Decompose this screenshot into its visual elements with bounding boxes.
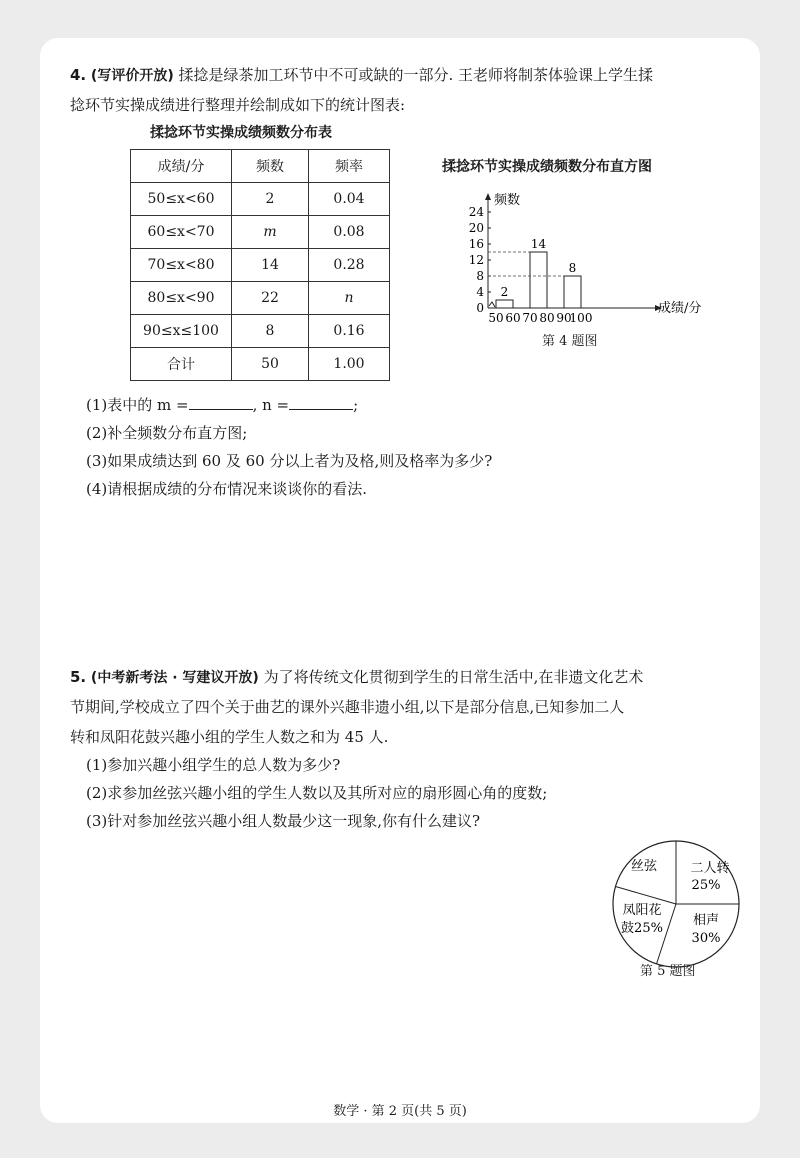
table-cell: 90≤x≤100 bbox=[131, 315, 232, 348]
page-footer: 数学 · 第 2 页(共 5 页) bbox=[333, 1104, 467, 1119]
y-tick-label: 24 bbox=[468, 205, 484, 219]
answer-blank-n[interactable] bbox=[289, 395, 353, 410]
histogram-bar bbox=[530, 252, 547, 308]
y-tick-label: 16 bbox=[468, 237, 484, 251]
worksheet-page bbox=[40, 38, 760, 1123]
q5-line2: 节期间,学校成立了四个关于曲艺的课外兴趣非遗小组,以下是部分信息,已知参加二人 bbox=[70, 698, 625, 716]
x-tick-label: 70 bbox=[522, 311, 538, 325]
answer-blank-m[interactable] bbox=[189, 395, 253, 410]
q4-sub3: (3)如果成绩达到 60 及 60 分以上者为及格,则及格率为多少? bbox=[86, 452, 493, 470]
q5-tag: (中考新考法 · 写建议开放) bbox=[90, 670, 259, 686]
q4-line2: 捻环节实操成绩进行整理并绘制成如下的统计图表: bbox=[70, 96, 406, 114]
table-cell: 0.16 bbox=[309, 315, 390, 348]
q4-tag: (写评价开放) bbox=[90, 68, 174, 84]
x-tick-label: 50 bbox=[488, 311, 504, 325]
q5-line1 bbox=[70, 666, 643, 689]
table-cell: 70≤x<80 bbox=[131, 249, 232, 282]
pie-pct-xiangsheng: 30% bbox=[691, 931, 721, 946]
y-axis-arrow bbox=[485, 193, 491, 200]
q4-sub1-b: , n = bbox=[252, 396, 290, 414]
table-cell: 8 bbox=[232, 315, 309, 348]
table-header: 成绩/分 bbox=[131, 150, 232, 183]
q4-sub1-a: (1)表中的 m = bbox=[86, 396, 189, 414]
q4-sub2: (2)补全频数分布直方图; bbox=[86, 424, 248, 442]
pie-pct-errenzhuan: 25% bbox=[691, 878, 721, 893]
table-cell: 14 bbox=[232, 249, 309, 282]
histogram-chart bbox=[450, 178, 710, 328]
histogram-bar bbox=[496, 300, 513, 308]
table-header: 频数 bbox=[232, 150, 309, 183]
x-axis-label: 成绩/分 bbox=[658, 301, 702, 316]
q5-sub2: (2)求参加丝弦兴趣小组的学生人数以及其所对应的扇形圆心角的度数; bbox=[86, 784, 548, 802]
y-tick-label: 8 bbox=[476, 269, 484, 283]
q4-sub4: (4)请根据成绩的分布情况来谈谈你的看法. bbox=[86, 480, 368, 498]
table-row bbox=[131, 348, 390, 381]
x-tick-label: 60 bbox=[505, 311, 521, 325]
table-row bbox=[131, 216, 390, 249]
q4-table-title: 揉捻环节实操成绩频数分布表 bbox=[150, 125, 332, 141]
q5-line3: 转和凤阳花鼓兴趣小组的学生人数之和为 45 人. bbox=[70, 728, 389, 746]
table-cell: 0.08 bbox=[309, 216, 390, 249]
pie-label-xiangsheng: 相声 bbox=[692, 913, 720, 928]
table-cell: 60≤x<70 bbox=[131, 216, 232, 249]
table-cell: 0.04 bbox=[309, 183, 390, 216]
q4-line1 bbox=[70, 64, 653, 87]
y-tick-label: 12 bbox=[468, 253, 484, 267]
q4-sub1-c: ; bbox=[353, 396, 359, 414]
table-cell: m bbox=[232, 216, 309, 249]
axis-break-mark bbox=[489, 302, 495, 307]
y-tick-label: 20 bbox=[468, 221, 484, 235]
y-tick-label: 4 bbox=[476, 285, 484, 299]
pie-label-sixian: 丝弦 bbox=[630, 859, 658, 874]
table-cell: 2 bbox=[232, 183, 309, 216]
pie-label-fengyang-2: 鼓25% bbox=[621, 921, 663, 936]
y-axis-label: 频数 bbox=[494, 193, 521, 208]
pie-chart bbox=[606, 834, 746, 974]
table-cell: 0.28 bbox=[309, 249, 390, 282]
table-row bbox=[131, 282, 390, 315]
table-cell: 22 bbox=[232, 282, 309, 315]
table-cell: 50≤x<60 bbox=[131, 183, 232, 216]
table-cell: 50 bbox=[232, 348, 309, 381]
table-row bbox=[131, 315, 390, 348]
table-row bbox=[131, 249, 390, 282]
histogram-bar bbox=[564, 276, 581, 308]
q4-number: 4. bbox=[70, 66, 87, 84]
x-tick-label: 100 bbox=[569, 311, 593, 325]
table-header-row bbox=[131, 150, 390, 183]
table-cell: n bbox=[309, 282, 390, 315]
q5-sub1: (1)参加兴趣小组学生的总人数为多少? bbox=[86, 756, 341, 774]
table-cell: 合计 bbox=[131, 348, 232, 381]
table-cell: 80≤x<90 bbox=[131, 282, 232, 315]
q4-figure-caption: 第 4 题图 bbox=[542, 334, 598, 349]
q5-figure-caption: 第 5 题图 bbox=[640, 964, 696, 979]
q4-text-1: 揉捻是绿茶加工环节中不可或缺的一部分. 王老师将制茶体验课上学生揉 bbox=[178, 66, 654, 84]
frequency-table bbox=[130, 149, 390, 381]
pie-label-errenzhuan: 二人转 bbox=[690, 861, 730, 876]
histogram-title: 揉捻环节实操成绩频数分布直方图 bbox=[442, 159, 652, 175]
x-tick-label: 90 bbox=[556, 311, 572, 325]
table-cell: 1.00 bbox=[309, 348, 390, 381]
table-row bbox=[131, 183, 390, 216]
bar-data-label: 14 bbox=[530, 237, 547, 251]
q5-sub3: (3)针对参加丝弦兴趣小组人数最少这一现象,你有什么建议? bbox=[86, 812, 481, 830]
bar-data-label: 8 bbox=[568, 261, 577, 275]
pie-label-fengyang-1: 凤阳花 bbox=[622, 903, 662, 918]
y-tick-label: 0 bbox=[476, 301, 484, 315]
table-header: 频率 bbox=[309, 150, 390, 183]
bar-data-label: 2 bbox=[500, 285, 509, 299]
q5-number: 5. bbox=[70, 668, 87, 686]
q4-sub1 bbox=[86, 394, 358, 416]
x-tick-label: 80 bbox=[539, 311, 555, 325]
q5-text-1: 为了将传统文化贯彻到学生的日常生活中,在非遗文化艺术 bbox=[263, 668, 644, 686]
